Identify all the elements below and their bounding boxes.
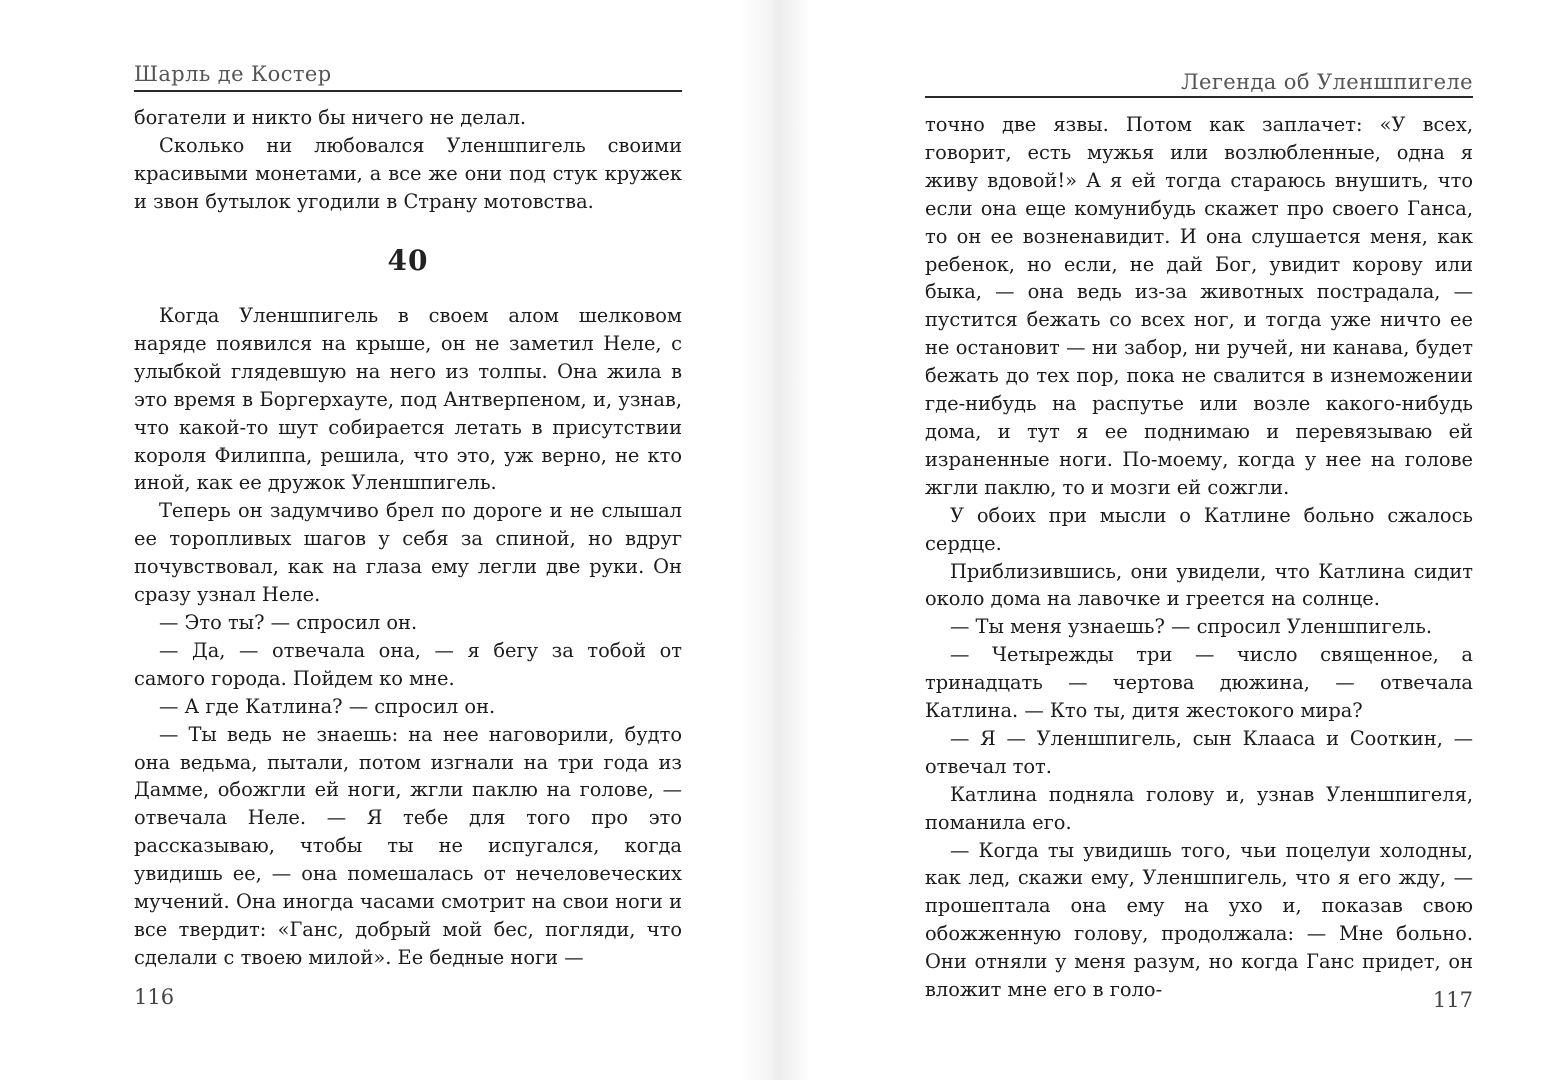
paragraph: У обоих при мысли о Катлине больно сжалось сердце. [925,503,1473,555]
paragraph: Сколько ни любовался Уленшпигель своими красивыми монетами, а все же они под стук кружек и звон бутылок угодили в Страну мотовства. [134,133,682,213]
right-running-head: Легенда об Уленшпигеле [1181,70,1473,94]
paragraph: точно две язвы. Потом как заплачет: «У всех, говорит, есть мужья или возлюбленные, одна я живу вдовой!» А я ей тогда стараюсь внушить, что если она еще комунибудь скажет про своего Ганса, то он ее возненавидит. И она слушается меня, как ребенок, но если, не дай Бог, увидит корову или быка, — она ведь из-за животных пострадала, — пустится бежать со всех ног, и тогда уже ничто ее не остановит — ни забор, ни ручей, ни канава, будет бежать до тех пор, пока не свалится в изнеможении где-нибудь на распутье или возле какого-нибудь дома, и тут я ее поднимаю и перевязываю ей израненные ноги. По-моему, когда у нее на голове жгли паклю, то и мозги ей сожгли. [925,113,1473,499]
paragraph: — Когда ты увидишь того, чьи поцелуи холодны, как лед, скажи ему, Уленшпигель, что я его жду, — прошептала она ему на ухо и, показав свою обожженную голову, продолжала: — Мне больно. Они отняли у меня разум, но когда Ганс придет, он вложит мне его в голо- [925,838,1473,1002]
right-header-rule [925,96,1473,98]
right-page-text [925,111,1473,1004]
paragraph: — Я — Уленшпигель, сын Клааса и Сооткин, — отвечал тот. [925,726,1473,778]
book-spine-shadow [740,0,810,1080]
paragraph: богатели и никто бы ничего не делал. [134,106,527,129]
paragraph: — Это ты? — спросил он. [159,610,418,634]
left-page-number: 116 [134,985,175,1009]
left-header-rule [134,90,682,92]
paragraph: — Да, — отвечала она, — я бегу за тобой от самого города. Пойдем ко мне. [134,638,682,690]
paragraph: Когда Уленшпигель в своем алом шелковом наряде появился на крыше, он не заметил Неле, с улыбкой глядевшую на него из толпы. Она жила в это время в Боргерхауте, под Антверпеном, и, узнав, что какой-то шут собирается летать в присутствии короля Филиппа, решила, что это, уж верно, не кто иной, как ее дружок Уленшпигель. [134,304,682,495]
paragraph: Теперь он задумчиво брел по дороге и не слышал ее торопливых шагов у себя за спиной, но вдруг почувствовал, как на глаза ему легли две руки. Он сразу узнал Неле. [134,499,682,607]
left-page [134,0,682,1080]
paragraph: — А где Катлина? — спросил он. [159,694,496,718]
left-chapter-text [134,302,682,972]
right-page-number: 117 [1432,988,1473,1012]
paragraph: — Четырежды три — число священное, а тринадцать — чертова дюжина, — отвечала Катлина. — Кто ты, дитя жестокого мира? [925,643,1473,723]
right-page [925,0,1473,1080]
chapter-number: 40 [387,244,429,277]
paragraph: — Ты меня узнаешь? — спросил Уленшпигель. [950,615,1433,639]
left-opening-text [134,104,682,216]
paragraph: — Ты ведь не знаешь: на нее наговорили, будто она ведьма, пытали, потом изгнали на три года из Дамме, обожгли ей ноги, жгли паклю на голове, — отвечала Неле. — Я тебе для того про это рассказываю, чтобы ты не испугался, когда увидишь ее, — она помешалась от нечеловеческих мучений. Она иногда часами смотрит на свои ноги и все твердит: «Ганс, добрый мой бес, погляди, что сделали с твоею милой». Ее бедные ноги — [134,722,682,969]
paragraph: Катлина подняла голову и, узнав Уленшпигеля, поманила его. [925,782,1473,834]
paragraph: Приблизившись, они увидели, что Катлина сидит около дома на лавочке и греется на солнце. [925,559,1473,611]
left-running-head: Шарль де Костер [134,62,332,86]
